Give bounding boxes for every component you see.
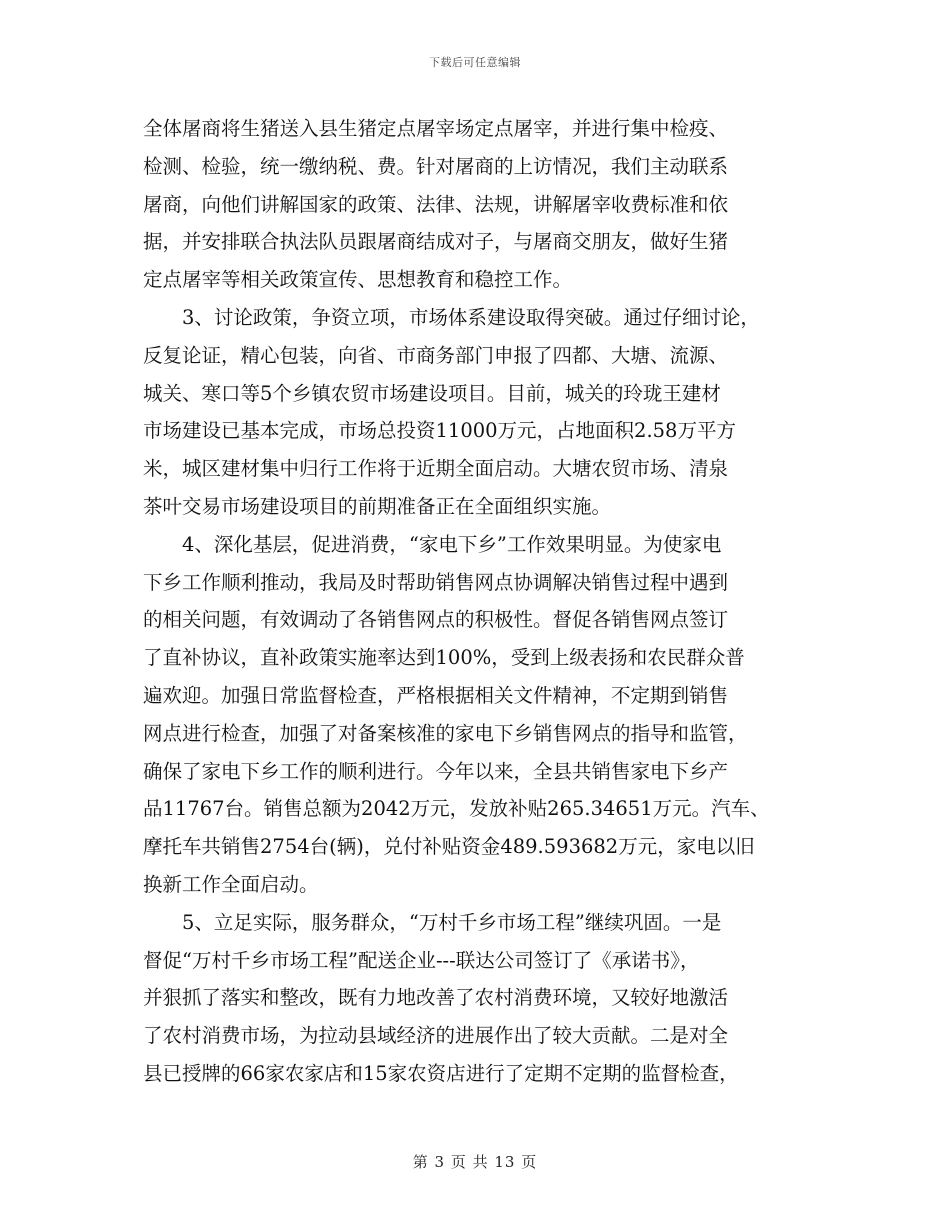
text-line: 据，并安排联合执法队员跟屠商结成对子，与屠商交朋友，做好生猪	[143, 230, 729, 254]
text-line: 督促“万村千乡市场工程”配送企业---联达公司签订了《承诺书》，	[143, 948, 700, 972]
text-line: 茶叶交易市场建设项目的前期准备正在全面组织实施。	[143, 494, 612, 518]
text-line: 遍欢迎。加强日常监督检查，严格根据相关文件精神，不定期到销售	[143, 683, 729, 707]
text-line: 下乡工作顺利推动，我局及时帮助销售网点协调解决销售过程中遇到	[143, 570, 729, 594]
text-line: 确保了家电下乡工作的顺利进行。今年以来，全县共销售家电下乡产	[143, 759, 729, 783]
text-line: 屠商，向他们讲解国家的政策、法律、法规，讲解屠宰收费标准和依	[143, 192, 729, 216]
text-line: 摩托车共销售2754台(辆)，兑付补贴资金489.593682万元，家电以旧	[143, 835, 755, 859]
text-line: 了农村消费市场，为拉动县域经济的进展作出了较大贡献。二是对全	[143, 1024, 729, 1048]
text-line: 检测、检验，统一缴纳税、费。针对屠商的上访情况，我们主动联系	[143, 154, 729, 178]
text-line: 网点进行检查，加强了对备案核准的家电下乡销售网点的指导和监管，	[143, 721, 748, 745]
text-line: 城关、寒口等5个乡镇农贸市场建设项目。目前，城关的玲珑王建材	[143, 381, 721, 405]
text-line: 定点屠宰等相关政策宣传、思想教育和稳控工作。	[143, 268, 573, 292]
text-line: 县已授牌的66家农家店和15家农资店进行了定期不定期的监督检查，	[143, 1061, 739, 1085]
text-line: 的相关问题，有效调动了各销售网点的积极性。督促各销售网点签订	[143, 608, 729, 632]
text-line: 米，城区建材集中归行工作将于近期全面启动。大塘农贸市场、清泉	[143, 457, 729, 481]
page-footer: 第 3 页 共 13 页	[412, 1153, 538, 1171]
text-line: 并狠抓了落实和整改，既有力地改善了农村消费环境，又较好地激活	[143, 986, 729, 1010]
text-line: 全体屠商将生猪送入县生猪定点屠宰场定点屠宰，并进行集中检疫、	[143, 117, 729, 140]
text-line: 换新工作全面启动。	[143, 872, 319, 896]
page-header: 下载后可任意编辑	[429, 56, 521, 69]
text-line: 市场建设已基本完成，市场总投资11000万元，占地面积2.58万平方	[143, 419, 736, 443]
paragraph-first-line: 3、讨论政策，争资立项，市场体系建设取得突破。通过仔细讨论，	[182, 305, 760, 329]
text-line: 品11767台。销售总额为2042万元，发放补贴265.34651万元。汽车、	[143, 797, 770, 821]
text-line: 反复论证，精心包装，向省、市商务部门申报了四都、大塘、流源、	[143, 343, 729, 367]
paragraph-first-line: 5、立足实际，服务群众，“万村千乡市场工程”继续巩固。一是	[182, 910, 722, 934]
text-line: 了直补协议，直补政策实施率达到100%，受到上级表扬和农民群众普	[143, 646, 745, 670]
body-text	[143, 110, 823, 1093]
paragraph-first-line: 4、深化基层，促进消费，“家电下乡”工作效果明显。为使家电	[182, 532, 722, 556]
